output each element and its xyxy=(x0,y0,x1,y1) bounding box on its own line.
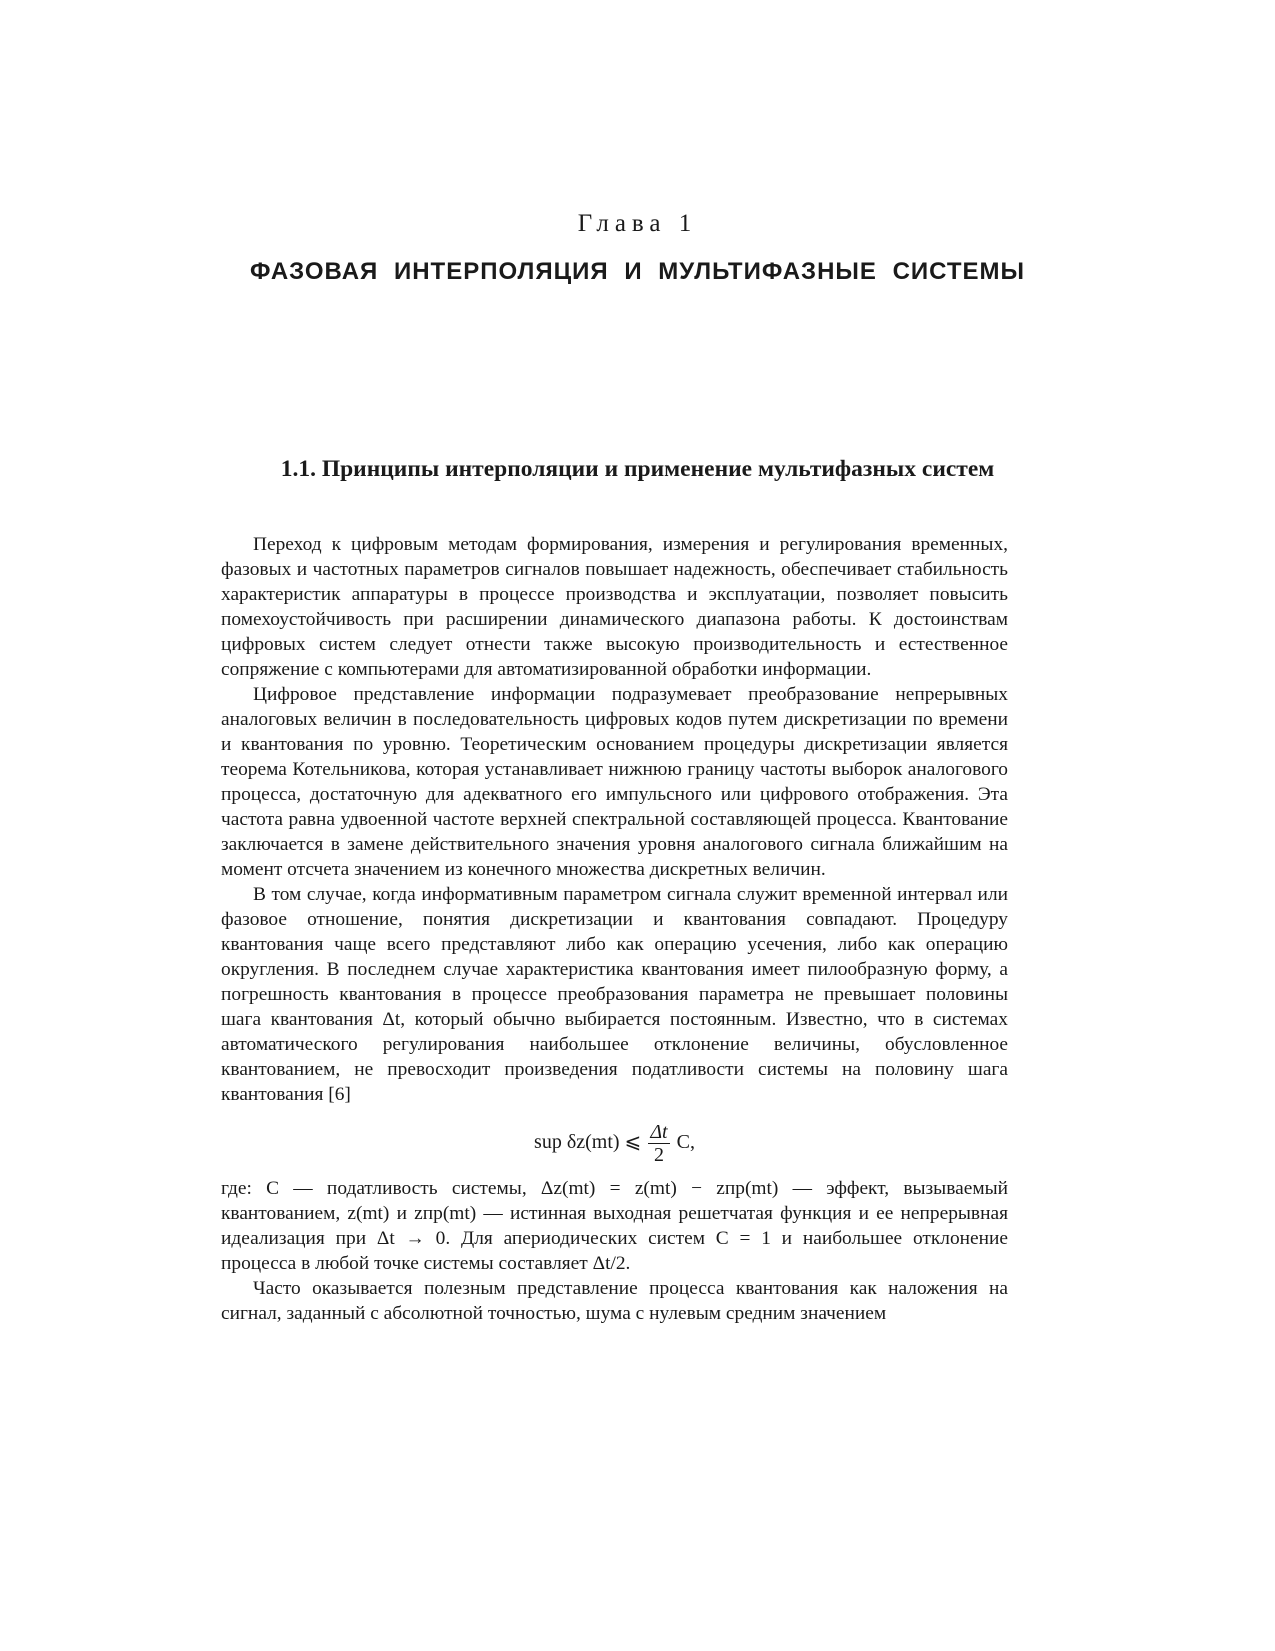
formula-denominator: 2 xyxy=(653,1144,664,1166)
paragraph-1: Переход к цифровым методам формирования, измерения и регулирования временных, фазовых и частотных параметров сигналов повышает надежность, обеспечивает стабильность характеристик аппаратуры в процессе производства и эксплуатации, позволяет повысить помехоустойчивость при расширении динамического диапазона работы. К достоинствам цифровых систем следует отнести также высокую производительность и естественное сопряжение с компьютерами для автоматизированной обработки информации. xyxy=(221,534,1008,680)
body-text xyxy=(221,532,1008,1326)
section-title: 1.1. Принципы интерполяции и применение мультифазных систем xyxy=(280,456,995,482)
formula-left: sup δz(mt) ⩽ xyxy=(534,1131,642,1154)
chapter-label: Глава 1 xyxy=(577,210,698,237)
paragraph-3: В том случае, когда информативным параметром сигнала служит временной интервал или фазовое отношение, понятия дискретизации и квантования совпадают. Процедуру квантования чаще всего представляют либо как операцию усечения, либо как операцию округления. В последнем случае характеристика квантования имеет пилообразную форму, а погрешность квантования в процессе преобразования параметра не превышает половины шага квантования Δt, который обычно выбирается постоянным. Известно, что в системах автоматического регулирования наибольшее отклонение величины, обусловленное квантованием, не превосходит произведения податливости системы на половину шага квантования [6] xyxy=(221,884,1008,1105)
formula-fraction xyxy=(648,1121,669,1166)
chapter-title: ФАЗОВАЯ ИНТЕРПОЛЯЦИЯ И МУЛЬТИФАЗНЫЕ СИСТЕМЫ xyxy=(249,258,1026,285)
paragraph-4: где: C — податливость системы, Δz(mt) = z(mt) − zпр(mt) — эффект, вызываемый квантованием, z(mt) и zпр(mt) — истинная выходная решетчатая функция и ее непрерывная идеализация при Δt → 0. Для апериодических систем C = 1 и наибольшее отклонение процесса в любой точке системы составляет Δt/2. xyxy=(221,1178,1008,1274)
formula-right: C, xyxy=(676,1131,695,1154)
formula-numerator: Δt xyxy=(650,1121,668,1143)
paragraph-5: Часто оказывается полезным представление процесса квантования как наложения на сигнал, заданный с абсолютной точностью, шума с нулевым средним значением xyxy=(221,1278,1008,1324)
paragraph-2: Цифровое представление информации подразумевает преобразование непрерывных аналоговых величин в последовательность цифровых кодов путем дискретизации по времени и квантования по уровню. Теоретическим основанием процедуры дискретизации является теорема Котельникова, которая устанавливает нижнюю границу частоты выборок аналогового процесса, достаточную для адекватного его импульсного или цифрового отображения. Эта частота равна удвоенной частоте верхней спектральной составляющей процесса. Квантование заключается в замене действительного значения уровня аналогового сигнала ближайшим на момент отсчета значением из конечного множества дискретных величин. xyxy=(221,684,1008,880)
formula xyxy=(221,1121,1008,1166)
